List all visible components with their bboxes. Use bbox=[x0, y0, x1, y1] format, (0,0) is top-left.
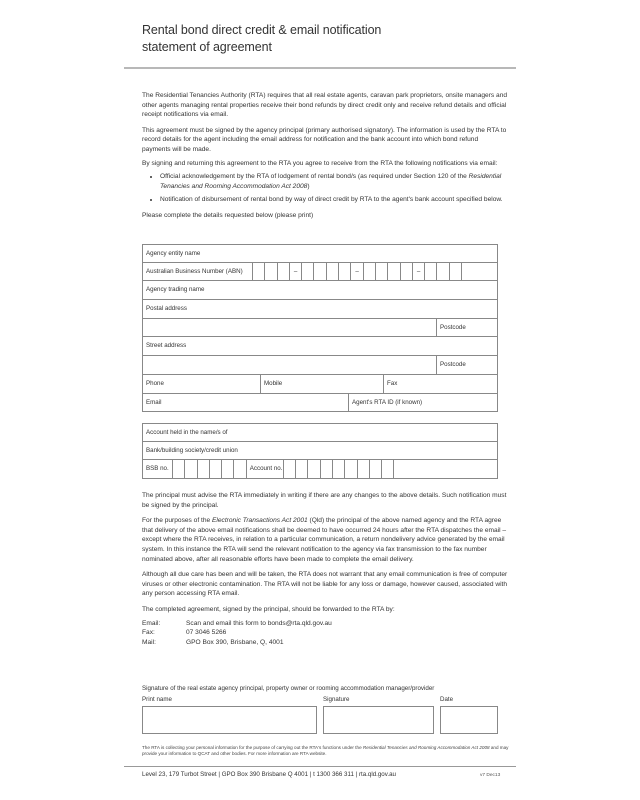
abn-box[interactable] bbox=[437, 263, 449, 281]
account-box[interactable] bbox=[394, 460, 497, 478]
abn-box[interactable] bbox=[314, 263, 326, 281]
abn-box[interactable] bbox=[450, 263, 462, 281]
title-line-2: statement of agreement bbox=[142, 40, 272, 54]
bsb-box[interactable] bbox=[222, 460, 234, 478]
abn-box[interactable] bbox=[364, 263, 376, 281]
email-field[interactable]: Email bbox=[143, 394, 349, 412]
complete-details-instruction: Please complete the details requested below (please print) bbox=[142, 211, 314, 219]
signature-label: Signature bbox=[323, 696, 350, 703]
phone-field[interactable]: Phone bbox=[143, 375, 261, 393]
completed-agreement-paragraph: The completed agreement, signed by the principal, should be forwarded to the RTA by: bbox=[142, 605, 395, 613]
eta-text-end: (Qld) the principal of the above named agency and the RTA agree that delivery of the above email notifications shall be deemed to have occurred 24 hours after the RTA dispatches the email – except where the RTA receives, in relation to a particular communication, a return nondelivery advice generated by the email system. In this instance the RTA will send the relevant notification to the agency via fax transmission to the fax number nominated above, after all reasonable efforts have been made to complete the email delivery. bbox=[142, 517, 507, 563]
account-box[interactable] bbox=[345, 460, 357, 478]
account-box[interactable] bbox=[308, 460, 320, 478]
account-held-field[interactable]: Account held in the name/s of bbox=[146, 429, 228, 436]
principal-advise-paragraph: The principal must advise the RTA immediately in writing if there are any changes to the above details. Such notification must be signed by the principal. bbox=[142, 492, 507, 509]
abn-box[interactable] bbox=[425, 263, 437, 281]
print-name-box[interactable] bbox=[142, 706, 317, 734]
street-postcode-field[interactable]: Postcode bbox=[440, 361, 466, 369]
account-held-row[interactable] bbox=[142, 423, 498, 442]
eta-text-start: For the purposes of the bbox=[142, 517, 213, 525]
privacy-note bbox=[142, 745, 512, 758]
bank-details-form bbox=[142, 423, 498, 479]
account-box[interactable] bbox=[296, 460, 308, 478]
bsb-box[interactable] bbox=[198, 460, 210, 478]
bank-field[interactable]: Bank/building society/credit union bbox=[146, 446, 238, 454]
contact-label: Mail: bbox=[142, 638, 156, 646]
bsb-account-row bbox=[142, 460, 498, 479]
bullet1-text: Official acknowledgement by the RTA of lodgement of rental bond/s (as required under Section 120 of the bbox=[160, 173, 469, 181]
agency-entity-row[interactable] bbox=[142, 244, 498, 263]
abn-dash: – bbox=[413, 263, 425, 281]
eta-act: Electronic Transactions Act 2001 bbox=[212, 517, 308, 525]
agency-trading-name-field[interactable]: Agency trading name bbox=[146, 286, 205, 294]
signature-heading: Signature of the real estate agency principal, property owner or rooming accommodation manager/provider bbox=[142, 685, 435, 692]
bsb-label: BSB no. bbox=[143, 460, 173, 478]
contact-value: Scan and email this form to bonds@rta.qld.gov.au bbox=[186, 619, 332, 627]
privacy-act: Residential Tenancies and Rooming Accommodation Act 2008 bbox=[362, 745, 490, 750]
footer-address: Level 23, 179 Turbot Street | GPO Box 390 Brisbane Q 4001 | t 1300 366 311 | rta.qld.gov.au bbox=[142, 771, 396, 778]
abn-box[interactable] bbox=[339, 263, 351, 281]
footer-version: v7 Dec13 bbox=[480, 773, 501, 778]
agent-rta-id-field[interactable]: Agent's RTA ID (if known) bbox=[352, 398, 423, 406]
privacy-text-end: and may provide your information to QCAT and other bodies. For more information are RTA website. bbox=[142, 745, 509, 757]
abn-row bbox=[142, 263, 498, 282]
title-divider bbox=[124, 67, 516, 69]
abn-box[interactable] bbox=[302, 263, 314, 281]
account-box[interactable] bbox=[284, 460, 296, 478]
abn-box[interactable] bbox=[265, 263, 277, 281]
bank-row[interactable] bbox=[142, 442, 498, 461]
street-address-row-2 bbox=[142, 356, 498, 375]
date-box[interactable] bbox=[440, 706, 498, 734]
bsb-box[interactable] bbox=[185, 460, 197, 478]
phone-row bbox=[142, 375, 498, 394]
intro-paragraph: The Residential Tenancies Authority (RTA) requires that all real estate agents, caravan park proprietors, onsite managers and other agents managing rental properties receive their bond refunds by direct credit only and receive refund details and official receipt notifications via email. bbox=[142, 92, 508, 119]
signature-labels bbox=[142, 696, 498, 706]
bullet1-act: Residential Tenancies and Rooming Accommodation Act 2008 bbox=[160, 173, 502, 190]
street-address-field[interactable]: Street address bbox=[146, 342, 187, 350]
signature-block bbox=[142, 696, 498, 734]
agency-trading-row[interactable] bbox=[142, 281, 498, 300]
account-box[interactable] bbox=[370, 460, 382, 478]
title-line-1: Rental bond direct credit & email notification bbox=[142, 23, 382, 37]
email-row bbox=[142, 394, 498, 413]
bullet1-close: ) bbox=[307, 182, 310, 190]
postal-address-field[interactable]: Postal address bbox=[146, 305, 187, 313]
abn-label: Australian Business Number (ABN) bbox=[143, 263, 253, 281]
intro-section bbox=[142, 91, 508, 225]
account-box[interactable] bbox=[382, 460, 394, 478]
agency-entity-name-field[interactable]: Agency entity name bbox=[146, 250, 201, 257]
print-name-label: Print name bbox=[142, 696, 172, 703]
contact-email bbox=[142, 619, 512, 629]
mobile-field[interactable]: Mobile bbox=[261, 375, 384, 393]
eta-paragraph bbox=[142, 516, 512, 564]
abn-box[interactable] bbox=[278, 263, 290, 281]
abn-box[interactable] bbox=[401, 263, 413, 281]
contact-mail bbox=[142, 638, 512, 648]
postal-postcode-field[interactable]: Postcode bbox=[440, 323, 466, 331]
bullet-disbursement: • Notification of disbursement of rental bond by way of direct credit by RTA to the agent's bank account specified below. bbox=[160, 195, 508, 205]
contact-value: GPO Box 390, Brisbane, Q, 4001 bbox=[186, 638, 284, 646]
street-address-line-2[interactable] bbox=[143, 356, 437, 374]
document-title bbox=[142, 22, 381, 56]
agreement-paragraph: This agreement must be signed by the agency principal (primary authorised signatory). The information is used by the RTA to record details for the agent including the email address for notification and the bank account into which bond refund payments will be made. bbox=[142, 126, 507, 153]
account-box[interactable] bbox=[321, 460, 333, 478]
abn-dash: – bbox=[290, 263, 302, 281]
account-no-label: Account no. bbox=[247, 460, 284, 478]
agency-details-form bbox=[142, 244, 498, 412]
account-box[interactable] bbox=[358, 460, 370, 478]
signing-paragraph: By signing and returning this agreement to the RTA you agree to receive from the RTA the following notifications via email: bbox=[142, 159, 498, 167]
notification-list bbox=[142, 172, 508, 205]
fax-field[interactable]: Fax bbox=[387, 379, 398, 387]
contact-value: 07 3046 5266 bbox=[186, 629, 227, 637]
bsb-box[interactable] bbox=[234, 460, 246, 478]
account-box[interactable] bbox=[333, 460, 345, 478]
abn-box[interactable] bbox=[327, 263, 339, 281]
signature-box[interactable] bbox=[323, 706, 434, 734]
postal-address-row[interactable] bbox=[142, 300, 498, 319]
privacy-text-start: The RTA is collecting your personal information for the purpose of carrying out the RTA's functions under the bbox=[142, 745, 363, 750]
abn-box[interactable] bbox=[388, 263, 400, 281]
street-address-row[interactable] bbox=[142, 337, 498, 356]
postal-address-row-2 bbox=[142, 319, 498, 338]
abn-box[interactable] bbox=[253, 263, 265, 281]
contact-fax bbox=[142, 628, 512, 638]
abn-box[interactable] bbox=[376, 263, 388, 281]
bsb-box[interactable] bbox=[173, 460, 185, 478]
contact-label: Fax: bbox=[142, 629, 155, 637]
contact-label: Email: bbox=[142, 619, 161, 627]
terms-section bbox=[142, 491, 512, 647]
abn-box[interactable] bbox=[462, 263, 497, 281]
footer-divider bbox=[124, 766, 516, 767]
signature-boxes bbox=[142, 706, 498, 734]
care-paragraph: Although all due care has been and will be taken, the RTA does not warrant that any email communication is free of computer viruses or other electronic contamination. The RTA will not be liable for any loss or damage, however caused, associated with any person accessing RTA email. bbox=[142, 571, 508, 598]
date-label: Date bbox=[440, 696, 454, 703]
postal-address-line-2[interactable] bbox=[143, 319, 437, 337]
bsb-box[interactable] bbox=[210, 460, 222, 478]
bullet-acknowledgement bbox=[160, 172, 508, 191]
abn-dash: – bbox=[351, 263, 363, 281]
contact-list bbox=[142, 619, 512, 648]
